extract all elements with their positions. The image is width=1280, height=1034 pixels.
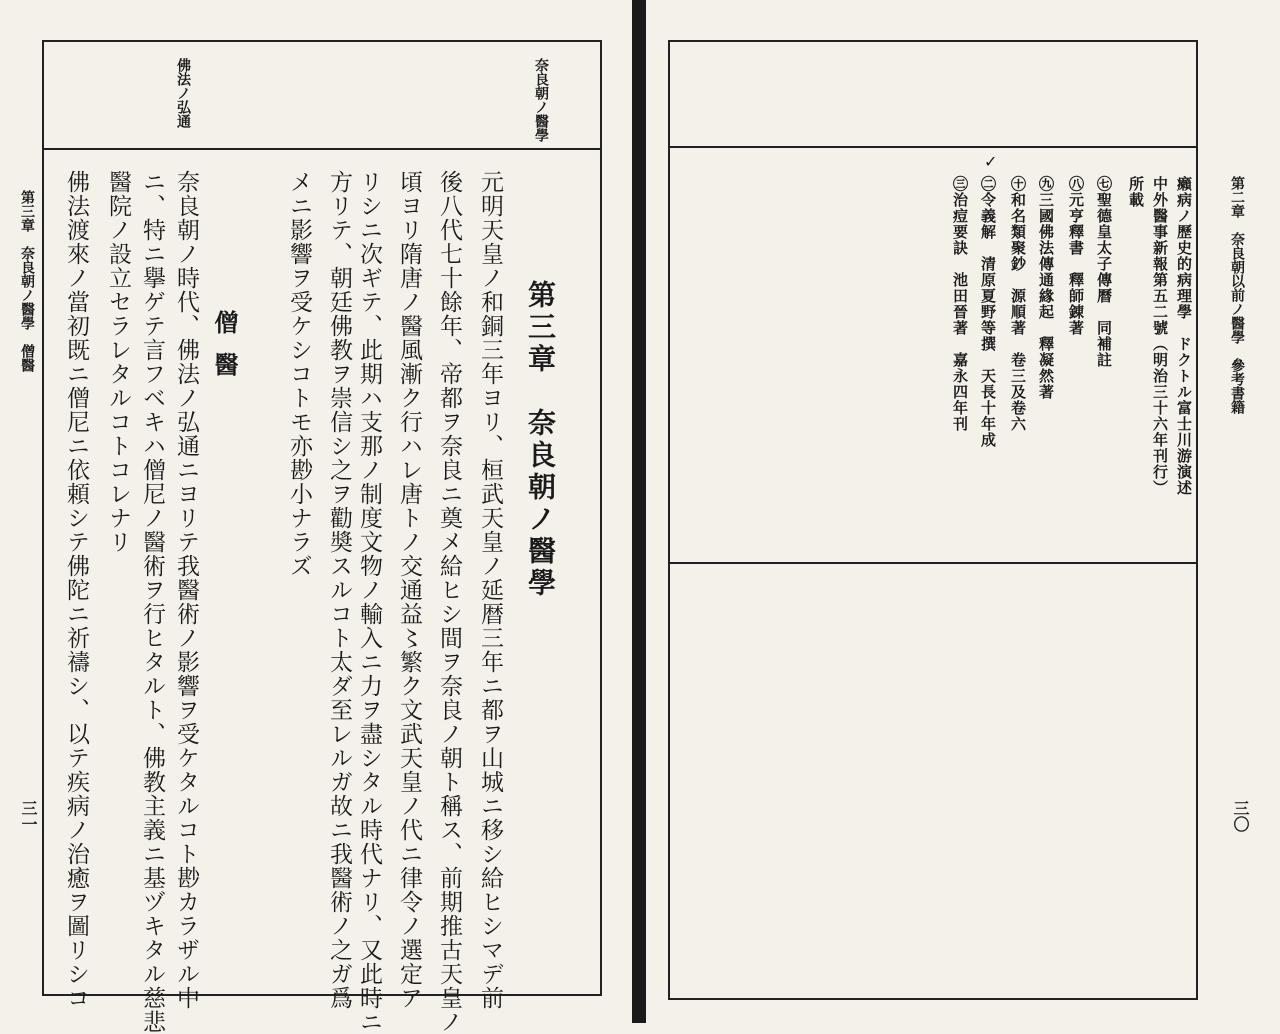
running-head: 奈良朝ノ醫學: [533, 58, 549, 142]
right-section-rule: [668, 562, 1198, 564]
reference-line-7: ㊉和名類聚鈔 源順著 卷三及卷六: [1009, 176, 1027, 432]
left-page-number: 三一: [19, 800, 38, 832]
right-page-number: 三〇: [1231, 800, 1250, 832]
right-page: [650, 0, 1280, 1023]
section-title: 僧醫: [210, 310, 239, 394]
chapter-title: 第三章 奈良朝ノ醫學: [524, 280, 557, 600]
paragraph1-line-6: メニ影響ヲ受ケシコトモ亦尠小ナラズ: [286, 170, 312, 578]
check-mark-icon: ✓: [984, 152, 998, 171]
paragraph1-line-3: 頃ヨリ隋唐ノ醫風漸ク行ハレ唐トノ交通益〻繁ク文武天皇ノ代ニ律令ノ選定ア: [396, 170, 422, 1010]
reference-line-5: ㊇元亨釋書 釋師錬著: [1067, 176, 1085, 336]
reference-line-4: ㊆聖德皇太子傳曆 同補註: [1095, 176, 1113, 368]
section-head: 佛法ノ弘通: [175, 58, 191, 128]
right-header-rule: [668, 146, 1198, 148]
paragraph1-line-4: リシニ次ギテ、此期ハ支那ノ制度文物ノ輸入ニ力ヲ盡シタル時代ナリ、又此時ニ: [356, 170, 382, 1034]
paragraph1-line-5: 方リテ、朝廷佛教ヲ崇信シ之ヲ勸奬スルコト太ダ至レルガ故ニ我醫術ノ之ガ爲: [326, 170, 352, 1010]
book-gutter: [632, 0, 646, 1023]
reference-line-6: ㊈三國佛法傳通緣起 釋凝然著: [1037, 176, 1055, 400]
left-margin-label: 第三章 奈良朝ノ醫學 僧醫: [19, 190, 35, 372]
paragraph2-line-2: ニ、特ニ擧ゲテ言フベキハ僧尼ノ醫術ヲ行ヒタルト、佛教主義ニ基ヅキタル慈悲: [139, 170, 165, 1034]
paragraph1-line-1: 元明天皇ノ和銅三年ヨリ、桓武天皇ノ延暦三年ニ都ヲ山城ニ移シ給ヒシマデ前: [477, 170, 503, 1010]
reference-line-1: 癩病ノ歷史的病理學 ドクトル富士川游演述: [1175, 176, 1193, 496]
paragraph2-line-1: 奈良朝ノ時代、佛法ノ弘通ニヨリテ我醫術ノ影響ヲ受ケタルコト尠カラザル中: [173, 170, 199, 1010]
right-margin-label: 第二章 奈良朝以前ノ醫學 參考書籍: [1229, 176, 1245, 414]
reference-line-8: ㊁令義解 清原夏野等撰 天長十年成: [979, 176, 997, 448]
left-header-rule: [42, 148, 602, 150]
left-page: [0, 0, 630, 1034]
reference-line-9: ㊂治痘要訣 池田晉著 嘉永四年刊: [951, 176, 969, 432]
right-page-frame: [668, 40, 1198, 1000]
reference-line-3: 所載: [1127, 176, 1145, 208]
paragraph1-line-2: 後八代七十餘年、帝都ヲ奈良ニ奠メ給ヒシ間ヲ奈良ノ朝ト稱ス、前期推古天皇ノ: [436, 170, 462, 1034]
paragraph2-line-4: 佛法渡來ノ當初既ニ僧尼ニ依頼シテ佛陀ニ祈禱シ、以テ疾病ノ治癒ヲ圖リシコ: [63, 170, 89, 1010]
paragraph2-line-3: 醫院ノ設立セラレタルコトコレナリ: [105, 170, 131, 554]
reference-line-2: 中外醫事新報第五二號（明治三十六年刊行）: [1151, 176, 1169, 496]
